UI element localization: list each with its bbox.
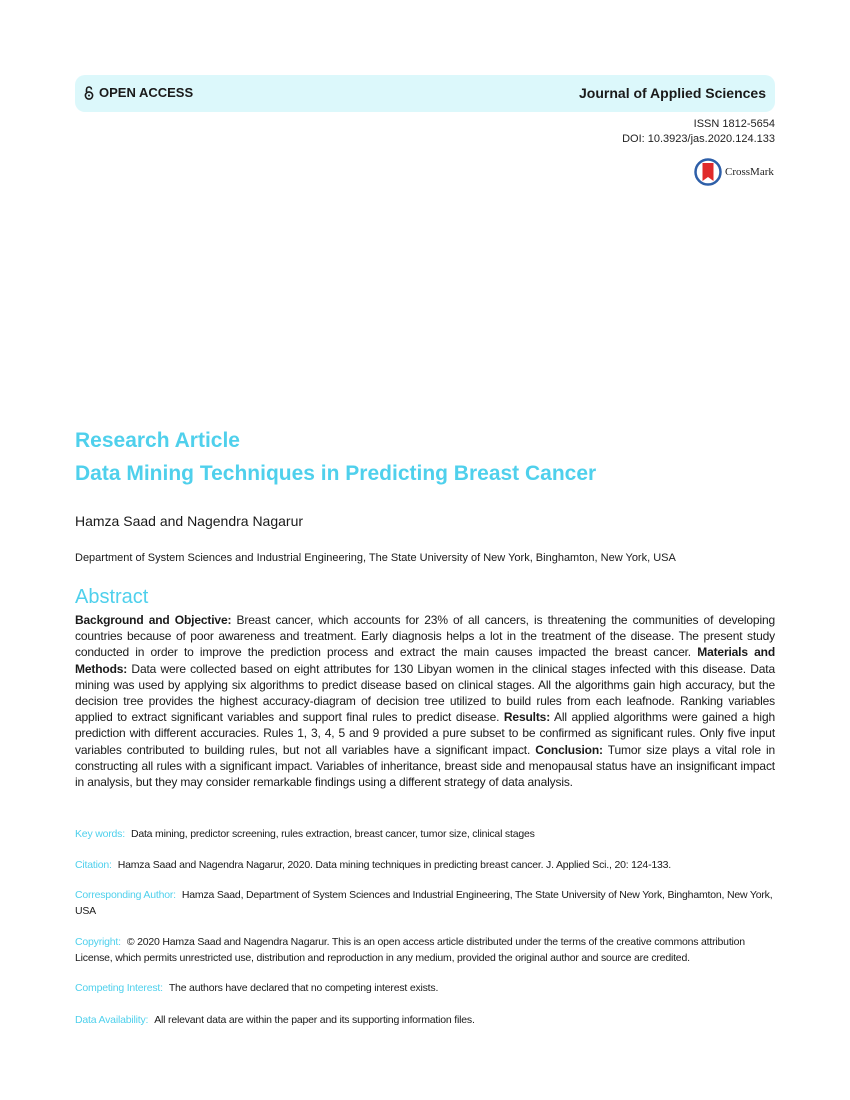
competing-interest-value: The authors have declared that no competing interest exists. bbox=[168, 982, 439, 994]
doi-link[interactable]: DOI: 10.3923/jas.2020.124.133 bbox=[622, 133, 775, 145]
abstract-label-conclusion: Conclusion: bbox=[535, 742, 603, 757]
data-availability bbox=[75, 1012, 775, 1028]
data-availability-label: Data Availability: bbox=[75, 1014, 149, 1026]
crossmark-label: CrossMark bbox=[725, 166, 774, 178]
keywords-label: Key words: bbox=[75, 828, 125, 840]
issn: ISSN 1812-5654 bbox=[693, 118, 775, 130]
authors: Hamza Saad and Nagendra Nagarur bbox=[75, 513, 304, 529]
open-lock-icon bbox=[84, 86, 94, 100]
open-access-badge bbox=[84, 85, 193, 100]
abstract-label-methods: Materials and Methods: bbox=[75, 645, 775, 676]
abstract-text-conclusion: Tumor size plays a vital role in constructing all rules with a significant impact. Variables of inheritance, breast side and menopausal status have an insignificant impact in analysis, but they may consider remarkable findings using a different strategy of data analysis. bbox=[75, 742, 775, 790]
copyright bbox=[75, 934, 775, 966]
citation-value: Hamza Saad and Nagendra Nagarur, 2020. Data mining techniques in predicting breast cancer. J. Applied Sci., 20: 124-133. bbox=[117, 859, 672, 871]
data-availability-value: All relevant data are within the paper and its supporting information files. bbox=[154, 1014, 475, 1026]
corresponding-author bbox=[75, 887, 775, 919]
abstract-heading: Abstract bbox=[75, 586, 149, 608]
open-access-label: OPEN ACCESS bbox=[99, 85, 194, 100]
crossmark-badge[interactable] bbox=[694, 157, 774, 187]
copyright-label: Copyright: bbox=[75, 936, 121, 948]
abstract-text-background: Breast cancer, which accounts for 23% of all cancers, is threatening the communities of developing countries because of poor awareness and treatment. Early diagnosis helps a lot in the treatment of the disease. The present study conducted in order to improve the prediction process and extract the main causes impacted the breast cancer. bbox=[75, 613, 776, 660]
citation-label: Citation: bbox=[75, 859, 112, 871]
affiliation: Department of System Sciences and Industrial Engineering, The State University of New York, Binghamton, New York, USA bbox=[75, 552, 676, 564]
competing-interest bbox=[75, 980, 775, 996]
paper-title: Data Mining Techniques in Predicting Breast Cancer bbox=[75, 462, 597, 485]
abstract-text-results: All applied algorithms were gained a high prediction with different accuracies. Rules 1, 3, 4, 5 and 9 provided a pure subset to be confirmed as significant rules. Only five input variables contributed to building rules, but not all variables have a significant impact. bbox=[75, 710, 775, 757]
competing-interest-label: Competing Interest: bbox=[75, 982, 163, 994]
citation bbox=[75, 857, 775, 873]
article-type: Research Article bbox=[75, 429, 240, 452]
abstract-body bbox=[75, 612, 775, 790]
crossmark-icon bbox=[694, 157, 722, 187]
copyright-value: © 2020 Hamza Saad and Nagendra Nagarur. This is an open access article distributed under the terms of the creative commons attribution License, which permits unrestricted use, distribution and reproduction in any medium, provided the original author and source are credited. bbox=[75, 936, 745, 964]
abstract-label-background: Background and Objective: bbox=[75, 613, 232, 627]
journal-header-bar bbox=[75, 75, 775, 112]
corresponding-author-label: Corresponding Author: bbox=[75, 889, 176, 901]
keywords-value: Data mining, predictor screening, rules extraction, breast cancer, tumor size, clinical stages bbox=[130, 828, 535, 840]
keywords bbox=[75, 826, 775, 842]
corresponding-author-value: Hamza Saad, Department of System Sciences and Industrial Engineering, The State University of New York, Binghamton, New York, USA bbox=[75, 889, 773, 917]
journal-name: Journal of Applied Sciences bbox=[579, 85, 766, 101]
abstract-text-methods: Data were collected based on eight attributes for 130 Libyan women in the clinical stages infected with this disease. Data mining was used by applying six algorithms to predict disease based on clinical stages. All the algorithms gain high accuracy, but the decision tree provides the highest accuracy-diagram of decision tree utilized to build rules from each leafnode. Ranking variables applied to extract significant variables and support final rules to predict disease. bbox=[75, 661, 775, 725]
abstract-label-results: Results: bbox=[503, 710, 551, 725]
